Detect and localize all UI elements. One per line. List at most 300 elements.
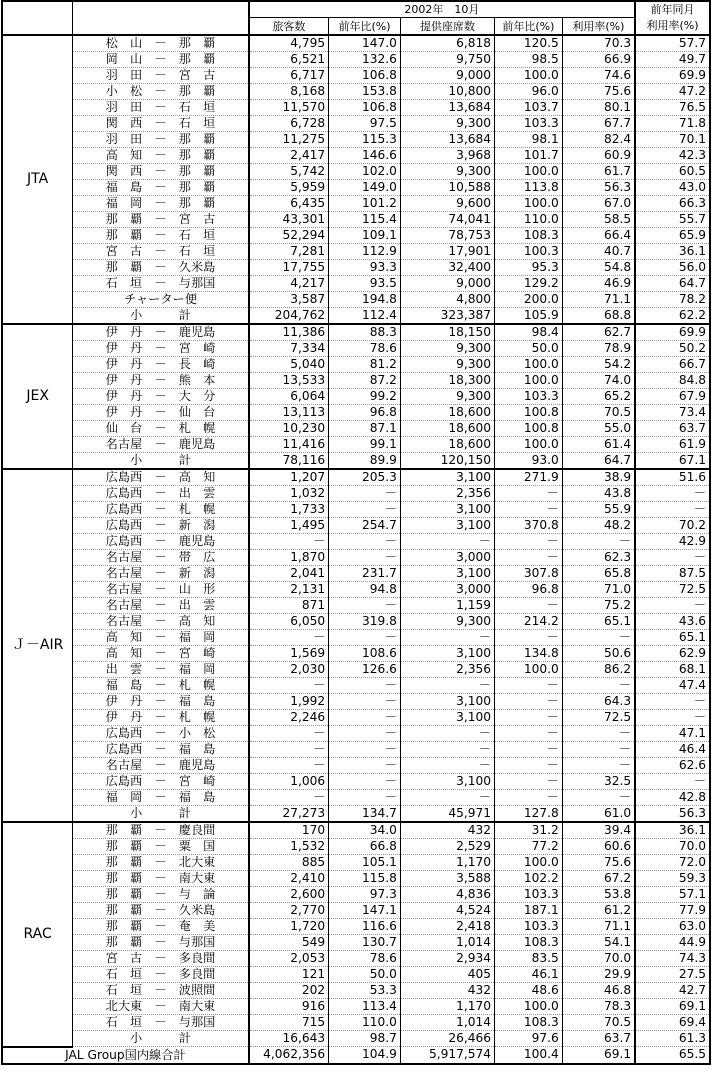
load-factor: 29.9: [562, 967, 635, 983]
load-factor: 40.7: [562, 244, 635, 260]
load-factor: 55.0: [562, 421, 635, 437]
seats-yoy: 100.0: [494, 999, 562, 1015]
table-row: [2, 999, 710, 1015]
passengers-yoy: 110.0: [329, 1015, 401, 1031]
passengers: 6,717: [249, 68, 329, 84]
table-row: [2, 678, 710, 694]
load-factor: 74.0: [562, 373, 635, 389]
header-row-columns: [2, 18, 710, 36]
seats-yoy: 103.7: [494, 100, 562, 116]
seats: 1,170: [400, 855, 494, 871]
route-cell: [73, 758, 249, 774]
seats: 4,524: [400, 903, 494, 919]
prev-load-factor: －: [635, 694, 710, 710]
grand-total-value: 5,917,574: [400, 1047, 494, 1064]
passengers-yoy: 78.6: [329, 341, 401, 357]
passengers: 5,040: [249, 357, 329, 373]
grand-total-value: 4,062,356: [249, 1047, 329, 1064]
passengers-yoy: 194.8: [329, 292, 401, 308]
subtotal-row: [2, 453, 710, 470]
load-factor: 32.5: [562, 774, 635, 790]
passengers-yoy: 87.1: [329, 421, 401, 437]
route-cell: [73, 566, 249, 582]
passengers: 11,570: [249, 100, 329, 116]
passengers-yoy: 99.1: [329, 437, 401, 453]
seats: 432: [400, 983, 494, 999]
route-text: 羽 田 － 那 覇: [105, 132, 216, 146]
table-row: [2, 550, 710, 566]
prev-load-factor: 60.5: [635, 164, 710, 180]
passengers: 5,959: [249, 180, 329, 196]
passengers: 121: [249, 967, 329, 983]
table-row: [2, 84, 710, 100]
route-cell: [73, 582, 249, 598]
seats-yoy: 100.0: [494, 662, 562, 678]
route-cell: [73, 389, 249, 405]
prev-load-factor: 56.3: [635, 806, 710, 823]
passengers: 4,795: [249, 35, 329, 52]
seats-yoy: 214.2: [494, 614, 562, 630]
corner-cell: [2, 18, 73, 36]
prev-load-factor: 47.4: [635, 678, 710, 694]
route-text: 宮 古 － 石 垣: [105, 244, 216, 258]
route-cell: [73, 228, 249, 244]
prev-year-label: 前年同月: [635, 1, 710, 18]
subtotal-text: 小 計: [130, 806, 191, 820]
seats: 3,000: [400, 550, 494, 566]
table-row: [2, 967, 710, 983]
prev-load-factor: 74.3: [635, 951, 710, 967]
seats-yoy: －: [494, 774, 562, 790]
route-text: 羽 田 － 石 垣: [105, 100, 216, 114]
seats: 18,300: [400, 373, 494, 389]
seats: 120,150: [400, 453, 494, 470]
column-header: 提供座席数: [400, 18, 494, 36]
prev-load-factor: 76.5: [635, 100, 710, 116]
route-text: 那 覇 － 北大東: [105, 855, 216, 869]
load-factor: 39.4: [562, 822, 635, 839]
route-cell: [73, 614, 249, 630]
route-text: 高 知 － 宮 崎: [105, 646, 216, 660]
route-cell: [73, 100, 249, 116]
load-factor: 65.2: [562, 389, 635, 405]
prev-load-factor: 36.1: [635, 822, 710, 839]
passengers-yoy: 97.5: [329, 116, 401, 132]
seats-yoy: －: [494, 550, 562, 566]
table-row: [2, 486, 710, 502]
load-factor: 67.0: [562, 196, 635, 212]
route-text: 高 知 － 那 覇: [105, 148, 216, 162]
table-row: [2, 180, 710, 196]
route-cell: [73, 822, 249, 839]
subtotal-text: 小 計: [130, 453, 191, 467]
seats: 18,600: [400, 437, 494, 453]
subtotal-text: 小 計: [130, 308, 191, 322]
route-cell: [73, 534, 249, 550]
seats: 10,588: [400, 180, 494, 196]
seats: 18,150: [400, 324, 494, 341]
route-cell: [73, 148, 249, 164]
route-cell: [73, 292, 249, 308]
passengers: －: [249, 742, 329, 758]
table-row: [2, 518, 710, 534]
seats: 17,901: [400, 244, 494, 260]
route-text: 岡 山 － 那 覇: [105, 52, 216, 66]
seats: 78,753: [400, 228, 494, 244]
prev-load-factor: 50.2: [635, 341, 710, 357]
airline-group-label: JTA: [2, 35, 73, 324]
load-factor: 71.0: [562, 582, 635, 598]
seats-yoy: 271.9: [494, 469, 562, 486]
load-factor: －: [562, 630, 635, 646]
prev-load-factor: 62.9: [635, 646, 710, 662]
prev-load-factor: 44.9: [635, 935, 710, 951]
seats-yoy: －: [494, 534, 562, 550]
route-text: 那 覇 － 与那国: [105, 935, 216, 949]
airline-group-label: Ｊ－AIR: [2, 469, 73, 822]
passengers: －: [249, 534, 329, 550]
route-cell: [73, 132, 249, 148]
route-text: 那 覇 － 宮 古: [105, 212, 216, 226]
route-cell: [73, 1015, 249, 1031]
seats-yoy: －: [494, 790, 562, 806]
passengers: 916: [249, 999, 329, 1015]
table-row: [2, 582, 710, 598]
route-text: 小 松 － 那 覇: [105, 84, 216, 98]
seats-yoy: 108.3: [494, 228, 562, 244]
seats-yoy: 100.0: [494, 855, 562, 871]
seats: 3,000: [400, 582, 494, 598]
table-row: [2, 260, 710, 276]
load-factor: －: [562, 726, 635, 742]
passengers-yoy: 126.6: [329, 662, 401, 678]
grand-total-value: 104.9: [329, 1047, 401, 1064]
load-factor: 50.6: [562, 646, 635, 662]
prev-load-factor: 61.9: [635, 437, 710, 453]
route-cell: [73, 486, 249, 502]
route-text: 広島西 － 札 幌: [105, 502, 216, 516]
passengers-yoy: 102.0: [329, 164, 401, 180]
route-cell: [73, 694, 249, 710]
load-factor: 70.3: [562, 35, 635, 52]
passengers: －: [249, 678, 329, 694]
route-text: 石 垣 － 多良間: [105, 967, 216, 981]
route-cell: [73, 887, 249, 903]
load-factor: 75.2: [562, 598, 635, 614]
corner-cell: [73, 1, 249, 18]
seats-yoy: 100.8: [494, 421, 562, 437]
load-factor: 62.7: [562, 324, 635, 341]
prev-load-factor: 43.6: [635, 614, 710, 630]
route-cell: [73, 742, 249, 758]
passengers-yoy: 106.8: [329, 68, 401, 84]
route-cell: [73, 839, 249, 855]
route-text: チャーター便: [124, 292, 197, 306]
seats-yoy: 100.0: [494, 373, 562, 389]
seats-yoy: 100.3: [494, 244, 562, 260]
table-row: [2, 196, 710, 212]
table-row: [2, 164, 710, 180]
column-header: 前年比(%): [329, 18, 401, 36]
seats: 18,600: [400, 421, 494, 437]
header-row-period: [2, 1, 710, 18]
route-text: 広島西 － 鹿児島: [105, 534, 216, 548]
passengers: 7,281: [249, 244, 329, 260]
route-text: 伊 丹 － 大 分: [105, 389, 216, 403]
table-row: [2, 35, 710, 52]
load-factor: 70.5: [562, 405, 635, 421]
seats: 4,800: [400, 292, 494, 308]
load-factor: 67.7: [562, 116, 635, 132]
passengers-yoy: 93.5: [329, 276, 401, 292]
seats-yoy: 96.0: [494, 84, 562, 100]
seats: 1,014: [400, 935, 494, 951]
seats: －: [400, 630, 494, 646]
seats: 4,836: [400, 887, 494, 903]
seats-yoy: 103.3: [494, 389, 562, 405]
route-cell: [73, 341, 249, 357]
passengers: 2,131: [249, 582, 329, 598]
table-row: [2, 662, 710, 678]
passengers-yoy: 81.2: [329, 357, 401, 373]
passengers: 2,246: [249, 710, 329, 726]
passengers: －: [249, 790, 329, 806]
seats-yoy: －: [494, 486, 562, 502]
table-row: [2, 694, 710, 710]
seats: 2,356: [400, 662, 494, 678]
table-row: [2, 534, 710, 550]
seats: 6,818: [400, 35, 494, 52]
seats-yoy: 100.0: [494, 68, 562, 84]
passengers: 3,587: [249, 292, 329, 308]
passengers-yoy: 231.7: [329, 566, 401, 582]
table-row: [2, 935, 710, 951]
load-factor: 61.0: [562, 806, 635, 823]
passengers-yoy: 106.8: [329, 100, 401, 116]
seats-yoy: －: [494, 758, 562, 774]
passengers-yoy: －: [329, 534, 401, 550]
passengers: 78,116: [249, 453, 329, 470]
prev-load-factor: 71.8: [635, 116, 710, 132]
route-cell: [73, 871, 249, 887]
seats-yoy: 134.8: [494, 646, 562, 662]
passengers-yoy: 115.8: [329, 871, 401, 887]
passengers-yoy: 87.2: [329, 373, 401, 389]
passengers-yoy: 147.1: [329, 903, 401, 919]
passengers: 6,728: [249, 116, 329, 132]
seats-yoy: －: [494, 502, 562, 518]
route-text: 松 山 － 那 覇: [105, 36, 216, 50]
seats-yoy: －: [494, 598, 562, 614]
route-cell: [73, 116, 249, 132]
prev-load-factor: 42.3: [635, 148, 710, 164]
prev-load-factor: 59.3: [635, 871, 710, 887]
table-row: [2, 132, 710, 148]
prev-load-factor: 87.5: [635, 566, 710, 582]
passengers: 2,410: [249, 871, 329, 887]
prev-load-factor: 77.9: [635, 903, 710, 919]
load-factor: 66.9: [562, 52, 635, 68]
prev-load-factor: －: [635, 550, 710, 566]
table-row: [2, 855, 710, 871]
route-text: 広島西 － 新 潟: [105, 518, 216, 532]
passengers: 1,870: [249, 550, 329, 566]
table-row: [2, 52, 710, 68]
passengers: 1,006: [249, 774, 329, 790]
load-factor: 75.6: [562, 84, 635, 100]
corner-cell: [73, 18, 249, 36]
prev-load-factor: 42.8: [635, 790, 710, 806]
route-text: 名古屋 － 帯 広: [105, 550, 216, 564]
route-cell: [73, 276, 249, 292]
route-text: 那 覇 － 慶良間: [105, 823, 216, 837]
route-cell: [73, 935, 249, 951]
passengers-yoy: 115.3: [329, 132, 401, 148]
passengers-yoy: －: [329, 758, 401, 774]
seats: 13,684: [400, 132, 494, 148]
load-factor: 56.3: [562, 180, 635, 196]
route-cell: [73, 357, 249, 373]
prev-load-factor: 42.9: [635, 534, 710, 550]
prev-load-factor: 70.1: [635, 132, 710, 148]
seats: 2,418: [400, 919, 494, 935]
passengers: 6,050: [249, 614, 329, 630]
table-row: [2, 357, 710, 373]
grand-total-value: 65.5: [635, 1047, 710, 1064]
table-row: [2, 598, 710, 614]
table-row: [2, 919, 710, 935]
route-text: 石 垣 － 与那国: [105, 276, 216, 290]
grand-total-label: JAL Group国内線合計: [2, 1047, 249, 1064]
route-cell: [73, 790, 249, 806]
route-text: 名古屋 － 出 雲: [105, 598, 216, 612]
prev-load-factor: 78.2: [635, 292, 710, 308]
route-text: 伊 丹 － 宮 崎: [105, 341, 216, 355]
seats-yoy: －: [494, 678, 562, 694]
table-row: [2, 469, 710, 486]
column-header: 利用率(%): [562, 18, 635, 36]
passengers: 6,521: [249, 52, 329, 68]
corner-cell: [2, 1, 73, 18]
prev-load-factor: －: [635, 598, 710, 614]
passengers: 715: [249, 1015, 329, 1031]
load-factor: 43.8: [562, 486, 635, 502]
route-text: 福 岡 － 那 覇: [105, 196, 216, 210]
route-text: 伊 丹 － 仙 台: [105, 405, 216, 419]
passengers: 2,053: [249, 951, 329, 967]
passengers-yoy: 116.6: [329, 919, 401, 935]
route-text: 那 覇 － 南大東: [105, 871, 216, 885]
passengers-yoy: 132.6: [329, 52, 401, 68]
passengers: 871: [249, 598, 329, 614]
load-factor: 54.2: [562, 357, 635, 373]
seats: 9,300: [400, 614, 494, 630]
prev-load-factor: 84.8: [635, 373, 710, 389]
table-row: [2, 614, 710, 630]
route-cell: [73, 373, 249, 389]
seats: 3,100: [400, 469, 494, 486]
seats: －: [400, 726, 494, 742]
passengers: 5,742: [249, 164, 329, 180]
seats-yoy: 105.9: [494, 308, 562, 325]
seats-yoy: 98.5: [494, 52, 562, 68]
subtotal-text: 小 計: [130, 1031, 191, 1045]
seats: 3,100: [400, 518, 494, 534]
table-row: [2, 566, 710, 582]
route-cell: [73, 855, 249, 871]
load-factor: 72.5: [562, 710, 635, 726]
passengers: 11,275: [249, 132, 329, 148]
table-row: [2, 822, 710, 839]
load-factor: 65.8: [562, 566, 635, 582]
route-text: 那 覇 － 与 論: [105, 887, 216, 901]
route-text: 広島西 － 高 知: [105, 470, 216, 484]
passengers-yoy: 99.2: [329, 389, 401, 405]
load-factor: 82.4: [562, 132, 635, 148]
seats: 9,300: [400, 357, 494, 373]
prev-load-factor: 46.4: [635, 742, 710, 758]
route-cell: [73, 726, 249, 742]
route-text: 石 垣 － 与那国: [105, 1015, 216, 1029]
seats: 3,100: [400, 646, 494, 662]
seats: 1,014: [400, 1015, 494, 1031]
route-text: 広島西 － 出 雲: [105, 486, 216, 500]
table-row: [2, 726, 710, 742]
passengers: 1,032: [249, 486, 329, 502]
prev-load-factor: 72.5: [635, 582, 710, 598]
route-text: 伊 丹 － 鹿児島: [105, 325, 216, 339]
prev-load-factor: 62.6: [635, 758, 710, 774]
passengers-yoy: 130.7: [329, 935, 401, 951]
seats-yoy: －: [494, 710, 562, 726]
table-row: [2, 421, 710, 437]
passengers: 8,168: [249, 84, 329, 100]
seats: 1,159: [400, 598, 494, 614]
route-text: 那 覇 － 久米島: [105, 903, 216, 917]
table-row: [2, 790, 710, 806]
table-row: [2, 646, 710, 662]
route-cell: [73, 678, 249, 694]
subtotal-row: [2, 806, 710, 823]
route-text: 名古屋 － 山 形: [105, 582, 216, 596]
load-factor: 70.5: [562, 1015, 635, 1031]
table-row: [2, 373, 710, 389]
passengers: 17,755: [249, 260, 329, 276]
passengers: 2,600: [249, 887, 329, 903]
route-text: 那 覇 － 粟 国: [105, 839, 216, 853]
route-cell: [73, 967, 249, 983]
seats: 2,356: [400, 486, 494, 502]
traffic-table: [1, 0, 711, 1065]
prev-load-factor: 51.6: [635, 469, 710, 486]
passengers: 170: [249, 822, 329, 839]
prev-load-factor: 57.1: [635, 887, 710, 903]
route-text: 福 島 － 札 幌: [105, 678, 216, 692]
passengers-yoy: 50.0: [329, 967, 401, 983]
passengers: 1,569: [249, 646, 329, 662]
subtotal-label: [73, 1031, 249, 1047]
seats-yoy: 110.0: [494, 212, 562, 228]
seats: 18,600: [400, 405, 494, 421]
route-cell: [73, 196, 249, 212]
seats-yoy: －: [494, 742, 562, 758]
route-text: 福 岡 － 福 島: [105, 790, 216, 804]
prev-load-factor: 64.7: [635, 276, 710, 292]
table-row: [2, 1015, 710, 1031]
seats-yoy: －: [494, 694, 562, 710]
load-factor: －: [562, 790, 635, 806]
route-cell: [73, 951, 249, 967]
